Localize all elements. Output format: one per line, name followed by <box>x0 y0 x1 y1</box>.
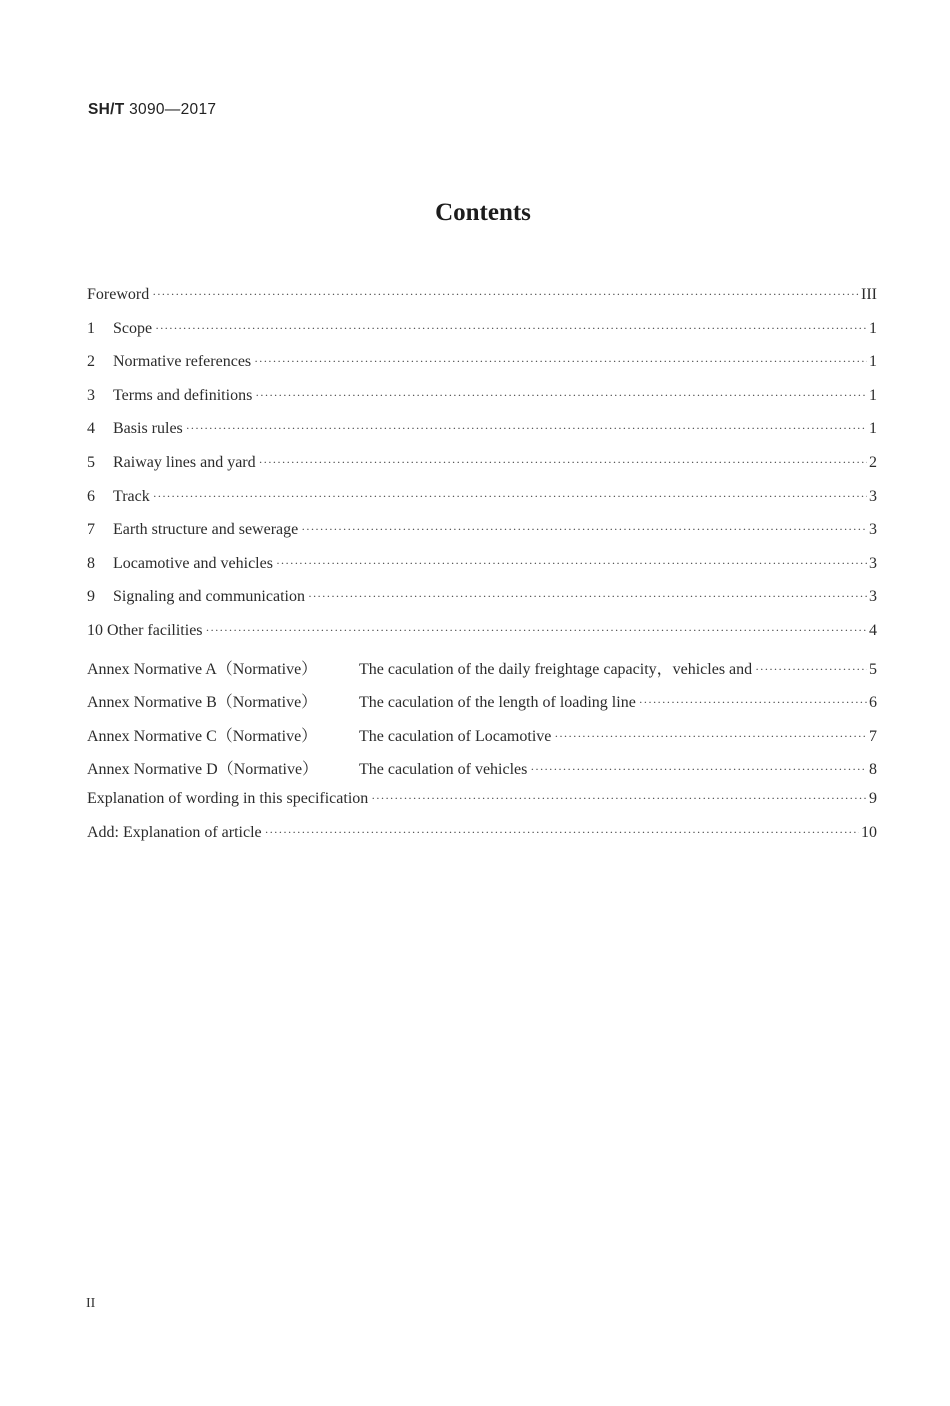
toc-leader-dots <box>206 623 867 638</box>
toc-entry-number: 1 <box>87 319 95 337</box>
toc-entry-page: 1 <box>869 319 877 337</box>
toc-leader-dots <box>639 695 867 710</box>
toc-entry-number: 6 <box>87 487 95 505</box>
toc-entry-label: Locamotive and vehicles <box>113 554 273 572</box>
toc-entry-annex-a[interactable] <box>87 656 877 690</box>
toc-entry-explanation[interactable] <box>87 790 877 824</box>
toc-entry-8[interactable] <box>87 555 877 589</box>
toc-entry-page: III <box>861 286 877 303</box>
toc-leader-dots <box>755 662 867 677</box>
toc-entry-label: 10 Other facilities <box>87 621 203 639</box>
toc-entry-1[interactable] <box>87 320 877 354</box>
toc-entry-2[interactable] <box>87 353 877 387</box>
toc-entry-number: 5 <box>87 453 95 471</box>
toc-entry-label: Signaling and communication <box>113 588 305 606</box>
toc-entry-label: Scope <box>113 319 153 337</box>
toc-leader-dots <box>371 791 867 806</box>
toc-entry-annex-b[interactable] <box>87 689 877 723</box>
toc-entry-4[interactable] <box>87 420 877 454</box>
toc-entry-page: 2 <box>869 453 877 471</box>
toc-entry-label: Basis rules <box>113 420 183 438</box>
toc-entry-page: 5 <box>869 660 877 678</box>
toc-leader-dots <box>255 388 867 403</box>
toc-leader-dots <box>308 589 867 604</box>
toc-entry-annex-d[interactable] <box>87 756 877 790</box>
toc-entry-page: 3 <box>869 554 877 572</box>
toc-leader-dots <box>186 421 867 436</box>
toc-entry-foreword[interactable] <box>87 286 877 320</box>
toc-entry-3[interactable] <box>87 387 877 421</box>
toc-entry-page: 8 <box>869 761 877 779</box>
toc-entry-add[interactable] <box>87 824 877 858</box>
toc-entry-page: 1 <box>869 420 877 438</box>
toc-entry-5[interactable] <box>87 454 877 488</box>
toc-entry-page: 9 <box>869 789 877 807</box>
standard-code-number: 3090—2017 <box>124 101 217 118</box>
toc-leader-dots <box>530 762 867 777</box>
toc-entry-label: Normative references <box>113 353 252 371</box>
toc-entry-label: Add: Explanation of article <box>87 823 262 841</box>
toc-leader-dots <box>276 556 867 571</box>
toc-entry-number: 3 <box>87 386 95 404</box>
toc-leader-dots <box>152 287 859 302</box>
toc-entry-label: Raiway lines and yard <box>113 453 256 471</box>
toc-annex-prefix: Annex Normative D（Normative） <box>87 761 319 779</box>
toc-entry-page: 6 <box>869 694 877 712</box>
toc-leader-dots <box>554 729 867 744</box>
toc-entry-6[interactable] <box>87 488 877 522</box>
toc-entry-label: The caculation of the daily freightage capacity，vehicles and <box>359 660 753 678</box>
toc-entry-number: 2 <box>87 353 95 371</box>
toc-entry-label: The caculation of vehicles <box>359 761 528 779</box>
toc-entry-page: 3 <box>869 521 877 539</box>
toc-entry-page: 7 <box>869 727 877 745</box>
toc-entry-page: 3 <box>869 487 877 505</box>
toc-leader-dots <box>155 321 867 336</box>
toc-entry-7[interactable] <box>87 521 877 555</box>
toc-entry-page: 1 <box>869 386 877 404</box>
standard-code-prefix: SH/T <box>88 101 125 118</box>
toc-entry-label: Terms and definitions <box>113 386 253 404</box>
toc-entry-number: 8 <box>87 554 95 572</box>
toc-entry-label: Foreword <box>87 286 150 303</box>
toc-entry-page: 3 <box>869 588 877 606</box>
toc-entry-label: Track <box>113 487 150 505</box>
toc-entry-label: The caculation of Locamotive <box>359 727 552 745</box>
toc-entry-label: Explanation of wording in this specification <box>87 789 369 807</box>
page-title: Contents <box>435 199 531 226</box>
toc-entry-9[interactable] <box>87 588 877 622</box>
toc-entry-10[interactable] <box>87 622 877 656</box>
toc-entry-number: 9 <box>87 588 95 606</box>
toc-entry-annex-c[interactable] <box>87 723 877 757</box>
toc-annex-prefix: Annex Normative A（Normative） <box>87 660 318 678</box>
toc-entry-number: 4 <box>87 420 95 438</box>
toc-entry-page: 1 <box>869 353 877 371</box>
toc-leader-dots <box>254 354 867 369</box>
toc-entry-label: Earth structure and sewerage <box>113 521 299 539</box>
page-number: II <box>86 1296 96 1311</box>
standard-code <box>88 101 216 119</box>
toc-leader-dots <box>301 522 867 537</box>
toc-entry-number: 7 <box>87 521 95 539</box>
toc-entry-page: 10 <box>861 823 877 841</box>
toc-leader-dots <box>259 455 867 470</box>
toc-leader-dots <box>265 825 859 840</box>
table-of-contents <box>87 286 877 857</box>
toc-entry-page: 4 <box>869 621 877 639</box>
toc-annex-prefix: Annex Normative B（Normative） <box>87 694 318 712</box>
toc-leader-dots <box>153 489 867 504</box>
toc-annex-prefix: Annex Normative C（Normative） <box>87 727 318 745</box>
toc-entry-label: The caculation of the length of loading line <box>359 694 636 712</box>
